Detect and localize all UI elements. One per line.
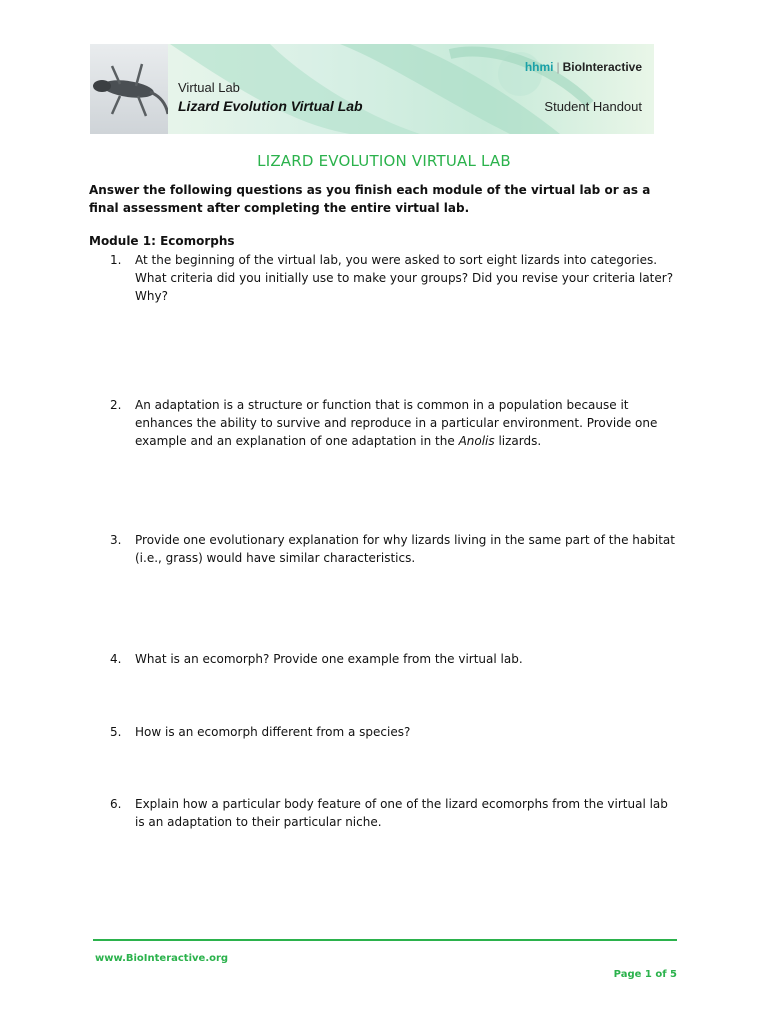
- question-number: 3.: [110, 533, 122, 547]
- logo-hhmi-text: hhmi: [524, 60, 554, 74]
- question-1: [110, 251, 676, 305]
- header-banner: [90, 44, 654, 134]
- question-text-part: lizards.: [494, 434, 542, 448]
- lizard-decoration-graphic: [90, 44, 654, 134]
- question-5: [110, 723, 676, 741]
- question-number: 2.: [110, 398, 122, 412]
- question-text: How is an ecomorph different from a species?: [135, 725, 411, 739]
- header-virtual-lab: Virtual Lab: [178, 80, 240, 95]
- question-4: [110, 650, 676, 668]
- lizard-xray-image: [90, 44, 168, 134]
- question-text: [135, 396, 676, 450]
- question-2: [110, 396, 676, 450]
- question-text: At the beginning of the virtual lab, you were asked to sort eight lizards into categories. What criteria did you initially use to make your groups? Did you revise your criteria later? Why?: [135, 253, 674, 303]
- question-number: 1.: [110, 253, 122, 267]
- question-text-italic: Anolis: [458, 434, 495, 448]
- hhmi-biointeractive-logo: [525, 60, 642, 74]
- question-6: [110, 795, 676, 831]
- question-text-part: An adaptation is a structure or function that is common in a population because it enhances the ability to survive and reproduce in a particular environment. Provide one example and an explanation of one adaptation in the: [135, 398, 658, 448]
- module-heading: Module 1: Ecomorphs: [89, 234, 235, 248]
- footer-website-link[interactable]: www.BioInteractive.org: [95, 953, 229, 964]
- logo-separator: |: [556, 60, 560, 74]
- question-text: Explain how a particular body feature of one of the lizard ecomorphs from the virtual lab is an adaptation to their particular niche.: [135, 797, 668, 829]
- question-text: What is an ecomorph? Provide one example from the virtual lab.: [135, 652, 523, 666]
- question-number: 4.: [110, 652, 122, 666]
- question-text: Provide one evolutionary explanation for why lizards living in the same part of the habitat (i.e., grass) would have similar characteristics.: [135, 533, 675, 565]
- logo-biointeractive-text: BioInteractive: [562, 60, 642, 74]
- question-number: 5.: [110, 725, 122, 739]
- question-3: [110, 531, 676, 567]
- question-number: 6.: [110, 797, 122, 811]
- footer-divider: [93, 939, 677, 941]
- header-lab-title: Lizard Evolution Virtual Lab: [178, 98, 363, 114]
- student-handout-label: Student Handout: [544, 99, 642, 114]
- footer-page-number: Page 1 of 5: [613, 969, 677, 980]
- intro-instructions: Answer the following questions as you finish each module of the virtual lab or as a final assessment after completing the entire virtual lab.: [89, 183, 651, 215]
- document-title: LIZARD EVOLUTION VIRTUAL LAB: [257, 152, 511, 170]
